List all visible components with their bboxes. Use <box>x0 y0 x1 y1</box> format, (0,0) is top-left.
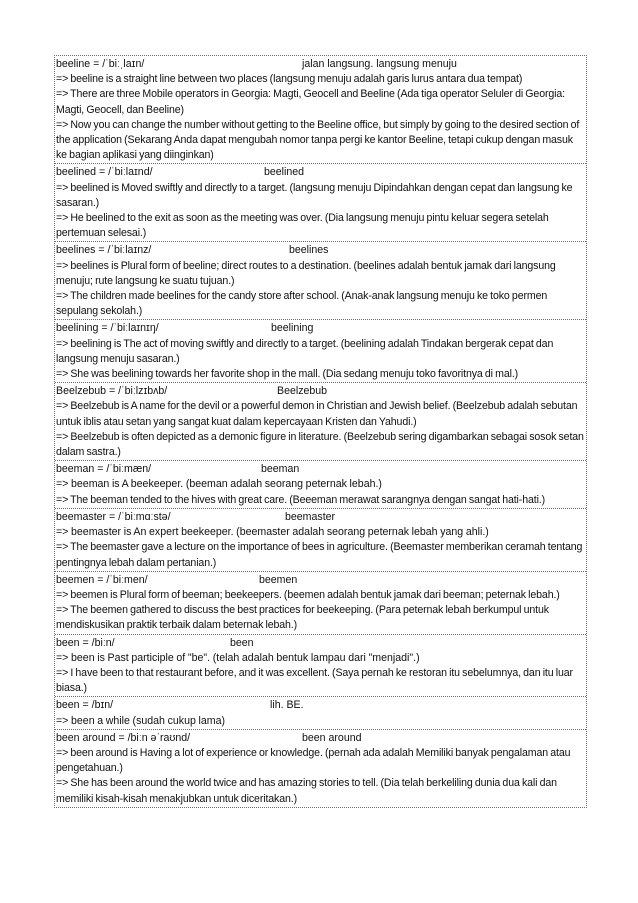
example-line: => The beeman tended to the hives with great care. (Beeeman merawat sarangnya dengan sangat hati-hati.) <box>56 493 546 506</box>
headword: beelining = /ˈbiːlaɪnɪŋ/ <box>56 322 159 335</box>
entry-header <box>56 462 586 477</box>
dictionary-entry <box>55 56 586 163</box>
dictionary-entry <box>55 696 586 728</box>
headword: beemen = /ˈbiːmen/ <box>56 573 148 586</box>
dictionary-table <box>54 55 587 808</box>
entry-header <box>56 57 586 72</box>
example-line: => beelined is Moved swiftly and directly to a target. (langsung menuju Dipindahkan dengan cepat dan langsung ke sasaran.) <box>56 181 573 209</box>
example-line: => The beemen gathered to discuss the best practices for beekeeping. (Para peternak lebah berkumpul untuk mendiskusikan praktik terbaik dalam beternak lebah.) <box>56 604 549 632</box>
translation: beelining <box>271 322 314 335</box>
entry-header <box>56 243 586 258</box>
entry-header <box>56 573 586 588</box>
example-line: => She has been around the world twice and has amazing stories to tell. (Dia telah berkeliling dunia dua kali dan memiliki kisah-kisah menakjubkan untuk diceritakan.) <box>56 777 557 805</box>
example-line: => I have been to that restaurant before, and it was excellent. (Saya pernah ke restoran itu sebelumnya, dan itu luar biasa.) <box>56 666 573 695</box>
entry-header <box>56 510 586 525</box>
example-line: => The beemaster gave a lecture on the importance of bees in agriculture. (Beemaster memberikan ceramah tentang pentingnya lebah dalam pertanian.) <box>56 541 583 569</box>
translation: been around <box>302 731 362 744</box>
translation: beelined <box>264 166 305 179</box>
headword: beemaster = /ˈbiːmɑːstə/ <box>56 510 171 523</box>
example-line: => been around is Having a lot of experience or knowledge. (pernah ada adalah Memiliki banyak pengalaman atau pengetahuan.) <box>56 746 571 775</box>
translation: beemen <box>259 573 298 586</box>
translation: jalan langsung. langsung menuju <box>302 58 457 70</box>
example-line: => beemen is Plural form of beeman; beekeepers. (beemen adalah bentuk jamak dari beeman; peternak lebah.) <box>56 588 560 601</box>
headword: been = /biːn/ <box>56 636 115 649</box>
dictionary-entry <box>55 163 586 241</box>
example-line: => beelines is Plural form of beeline; direct routes to a destination. (beelines adalah bentuk jamak dari langsung menuju; rute langsung ke suatu tujuan.) <box>56 259 556 287</box>
example-line: => Now you can change the number without getting to the Beeline office, but simply by going to the desired section of the application (Sekarang Anda dapat mengubah nomor tanpa pergi ke kantor Beeline, tetapi cukup dengan masuk ke bagian aplikasi yang diinginkan) <box>56 118 580 162</box>
entry-header <box>56 731 586 746</box>
dictionary-entry <box>55 319 586 382</box>
headword: beeline = /ˈbiːˌlaɪn/ <box>56 58 145 70</box>
entry-header <box>56 384 586 399</box>
entry-header <box>56 636 586 651</box>
translation: beelines <box>289 244 329 257</box>
headword: beelines = /ˈbiːlaɪnz/ <box>56 244 152 257</box>
dictionary-entry <box>55 508 586 571</box>
example-line: => He beelined to the exit as soon as the meeting was over. (Dia langsung menuju pintu keluar segera setelah pertemuan selesai.) <box>56 212 549 240</box>
headword: beelined = /ˈbiːlaɪnd/ <box>56 166 153 179</box>
example-line: => There are three Mobile operators in Georgia: Magti, Geocell and Beeline (Ada tiga operator Seluler di Georgia: Magti, Geocell, dan Beeline) <box>56 88 565 116</box>
dictionary-entry <box>55 634 586 697</box>
translation: beeman <box>261 463 300 476</box>
example-line: => The children made beelines for the candy store after school. (Anak-anak langsung menuju ke toko permen sepulang sekolah.) <box>56 290 548 318</box>
translation: Beelzebub <box>277 385 328 398</box>
example-line: => been a while (sudah cukup lama) <box>56 714 225 727</box>
example-line: => beeline is a straight line between two places (langsung menuju adalah garis lurus antara dua tempat) <box>56 73 523 86</box>
entry-header <box>56 165 586 180</box>
headword: been = /bɪn/ <box>56 699 114 712</box>
example-line: => She was beelining towards her favorite shop in the mall. (Dia sedang menuju toko favoritnya di mal.) <box>56 368 519 381</box>
dictionary-entry <box>55 729 586 807</box>
example-line: => been is Past participle of "be". (telah adalah bentuk lampau dari "menjadi".) <box>56 651 420 664</box>
headword: beeman = /ˈbiːmæn/ <box>56 463 152 476</box>
translation: been <box>230 636 254 649</box>
headword: Beelzebub = /ˈbiːlzɪbʌb/ <box>56 385 168 398</box>
example-line: => beeman is A beekeeper. (beeman adalah seorang peternak lebah.) <box>56 478 382 491</box>
dictionary-entry <box>55 460 586 508</box>
translation: lih. BE. <box>270 699 304 712</box>
example-line: => Beelzebub is A name for the devil or a powerful demon in Christian and Jewish belief. (Beelzebub adalah sebutan untuk iblis atau setan yang sangat kuat dalam kepercayaan Kristen dan Yahudi.) <box>56 400 578 428</box>
dictionary-entry <box>55 382 586 460</box>
translation: beemaster <box>285 510 336 523</box>
example-line: => beelining is The act of moving swiftly and directly to a target. (beelining adalah Tindakan bergerak cepat dan langsung menuju sasaran.) <box>56 337 554 365</box>
headword: been around = /biːn əˈraʊnd/ <box>56 731 191 744</box>
entry-header <box>56 321 586 336</box>
entry-header <box>56 698 586 713</box>
example-line: => Beelzebub is often depicted as a demonic figure in literature. (Beelzebub sering digambarkan sebagai sosok setan dalam sastra.) <box>56 430 584 459</box>
dictionary-entry <box>55 571 586 634</box>
example-line: => beemaster is An expert beekeeper. (beemaster adalah seorang peternak lebah yang ahli.) <box>56 526 489 539</box>
dictionary-entry <box>55 241 586 319</box>
